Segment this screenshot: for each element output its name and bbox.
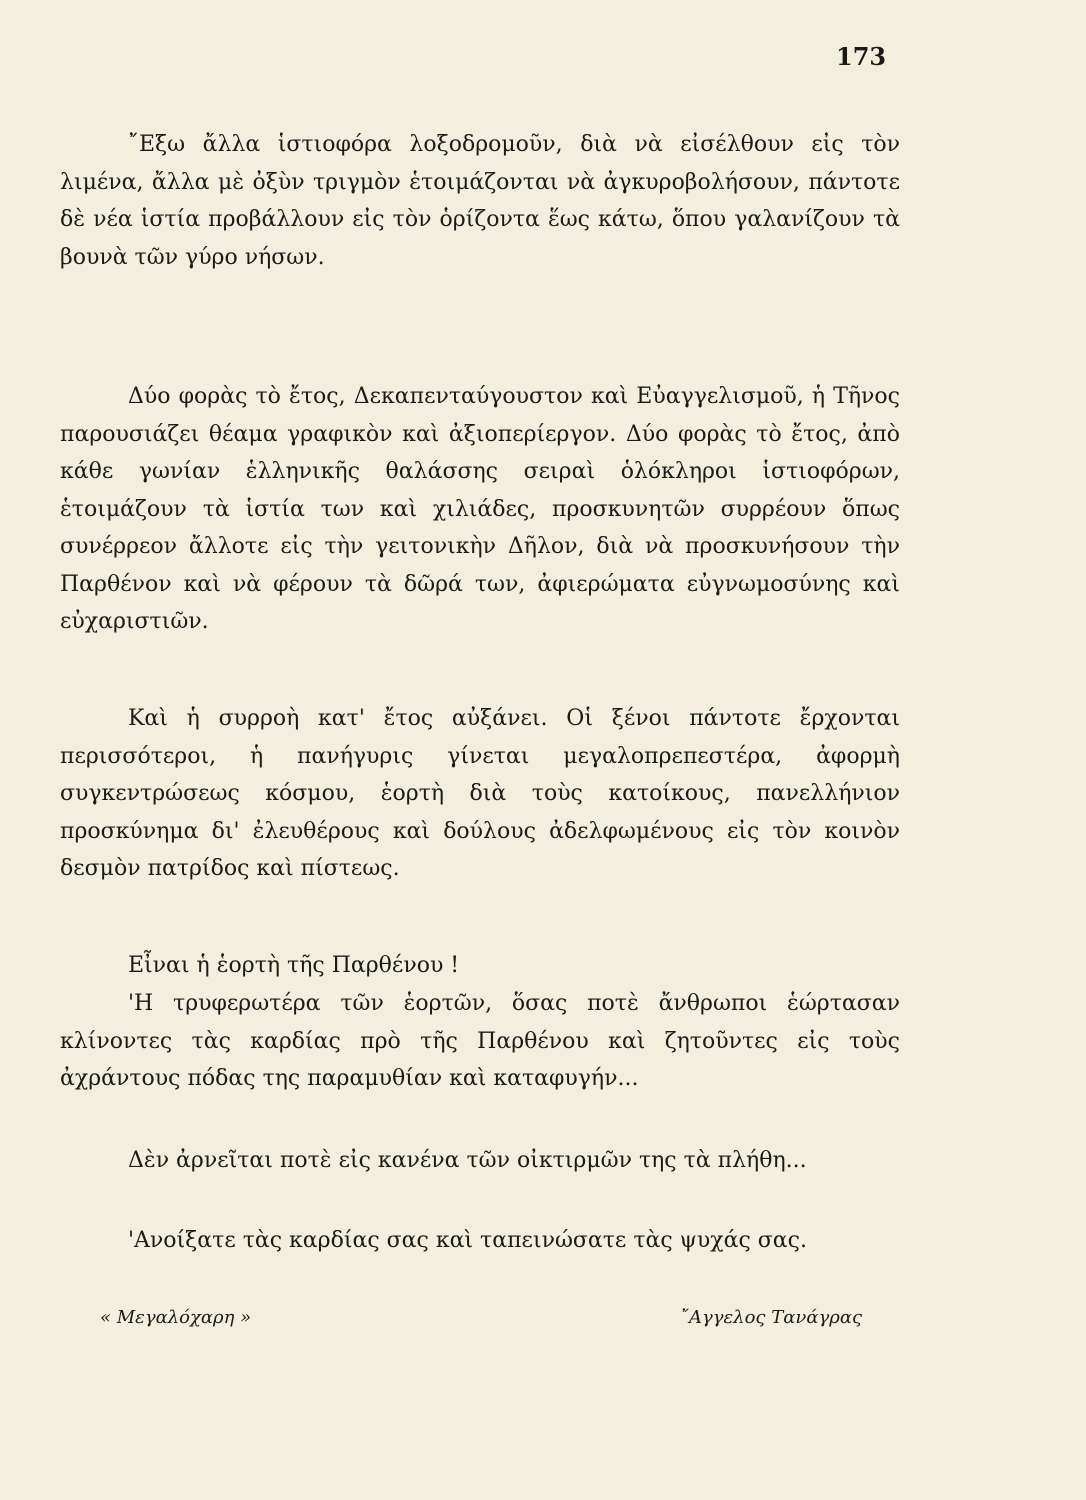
paragraph: Καὶ ἡ συρροὴ κατ' ἔτος αὐξάνει. Οἱ ξένοι πάντοτε ἔρχονται περισσότεροι, ἡ πανήγυρις γίνεται μεγαλοπρεπεστέρα, ἀφορμὴ συγκεντρώσεως κόσμου, ἑορτὴ διὰ τοὺς κατοίκους, πανελλήνιον προσκύνημα δι' ἐλευθέρους καὶ δούλους ἀδελφωμένους εἰς τὸν κοινὸν δεσμὸν πατρίδος καὶ πίστεως. xyxy=(60,706,900,881)
paragraph: 'Η τρυφερωτέρα τῶν ἑορτῶν, ὅσας ποτὲ ἄνθρωποι ἑώρτασαν κλίνοντες τὰς καρδίας πρὸ τῆς Παρθένου καὶ ζητοῦντες εἰς τοὺς ἀχράντους πόδας της παραμυθίαν καὶ καταφυγήν... xyxy=(60,991,900,1091)
page-number: 173 xyxy=(836,42,887,71)
paragraph: ῎Εξω ἄλλα ἱστιοφόρα λοξοδρομοῦν, διὰ νὰ εἰσέλθουν εἰς τὸν λιμένα, ἄλλα μὲ ὀξὺν τριγμὸν ἑτοιμάζονται νὰ ἀγκυροβολήσουν, πάντοτε δὲ νέα ἱστία προβάλλουν εἰς τὸν ὁρίζοντα ἕως κάτω, ὅπου γαλανίζουν τὰ βουνὰ τῶν γύρο νήσων. xyxy=(60,132,900,270)
paragraph: Εἶναι ἡ ἑορτὴ τῆς Παρθένου ! xyxy=(128,953,460,978)
author-name: ῎Αγγελος Τανάγρας xyxy=(680,1307,863,1328)
source-title: « Μεγαλόχαρη » xyxy=(100,1307,252,1328)
paragraph: Δὲν ἀρνεῖται ποτὲ εἰς κανένα τῶν οἰκτιρμῶν της τὰ πλήθη... xyxy=(128,1148,807,1173)
paragraph: 'Ανοίξατε τὰς καρδίας σας καὶ ταπεινώσατε τὰς ψυχάς σας. xyxy=(128,1228,807,1253)
paragraph: Δύο φορὰς τὸ ἔτος, Δεκαπενταύγουστον καὶ Εὐαγγελισμοῦ, ἡ Τῆνος παρουσιάζει θέαμα γραφικὸν καὶ ἀξιοπερίεργον. Δύο φορὰς τὸ ἔτος, ἀπὸ κάθε γωνίαν ἑλληνικῆς θαλάσσης σειραὶ ὁλόκληροι ἱστιοφόρων, ἑτοιμάζουν τὰ ἱστία των καὶ χιλιάδες, προσκυνητῶν συρρέουν ὅπως συνέρρεον ἄλλοτε εἰς τὴν γειτονικὴν Δῆλον, διὰ νὰ προσκυνήσουν τὴν Παρθένον καὶ νὰ φέρουν τὰ δῶρά των, ἀφιερώματα εὐγνωμοσύνης καὶ εὐχαριστιῶν. xyxy=(60,384,900,634)
